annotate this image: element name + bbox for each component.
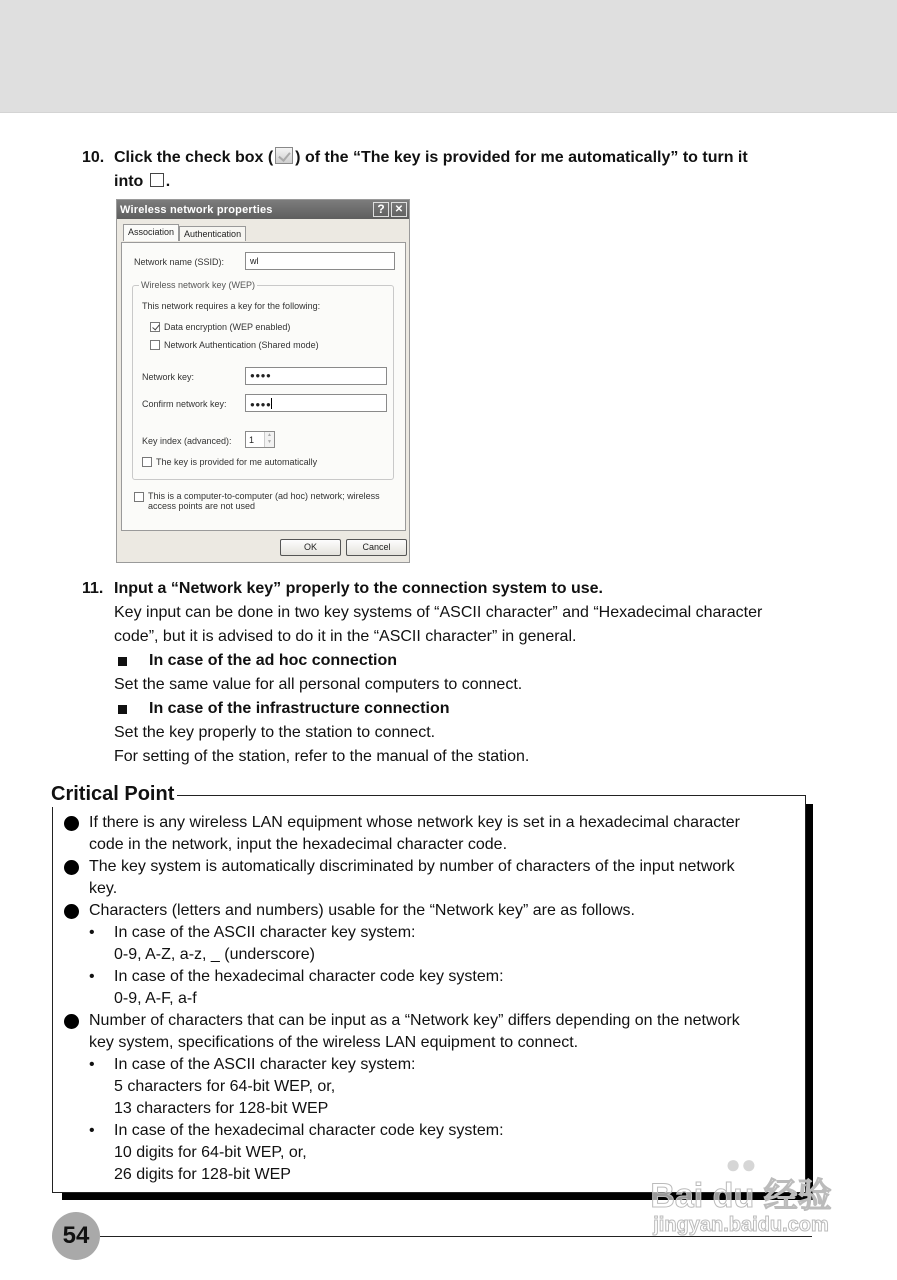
round-bullet-icon xyxy=(64,1014,79,1029)
ssid-label: Network name (SSID): xyxy=(134,257,225,267)
ssid-input[interactable]: wl xyxy=(245,252,395,270)
square-bullet-icon xyxy=(118,657,127,666)
paragraph-line: Key input can be done in two key systems of “ASCII character” and “Hexadecimal character xyxy=(114,604,763,621)
wep-groupbox xyxy=(132,280,394,480)
page-number: 54 xyxy=(52,1212,100,1260)
unchecked-checkbox-icon xyxy=(150,173,164,187)
list-item: If there is any wireless LAN equipment whose network key is set in a hexadecimal character code in the network, input the hexadecimal character code. xyxy=(64,812,794,856)
paw-logo-icon: ●● xyxy=(725,1149,757,1179)
confirm-key-label: Confirm network key: xyxy=(142,399,227,409)
step-number: 11. xyxy=(82,580,104,597)
small-bullet-icon xyxy=(89,1120,114,1186)
baidu-watermark xyxy=(636,1150,846,1245)
adhoc-text: Set the same value for all personal computers to connect. xyxy=(114,676,523,693)
watermark-logo: Bai du 经验 xyxy=(650,1177,832,1215)
association-panel xyxy=(121,242,406,531)
round-bullet-icon xyxy=(64,904,79,919)
data-encryption-label: Data encryption (WEP enabled) xyxy=(164,322,291,332)
step-11 xyxy=(82,577,822,769)
network-authentication-label: Network Authentication (Shared mode) xyxy=(164,340,319,350)
sub-list-item: • In case of the hexadecimal character code key system: 0-9, A-F, a-f xyxy=(64,966,794,1010)
adhoc-heading: In case of the ad hoc connection xyxy=(114,649,822,673)
adhoc-checkbox[interactable] xyxy=(134,492,144,502)
sub-list-item: • In case of the hexadecimal character code key system: 10 digits for 64-bit WEP, or, 26 digits for 128-bit WEP xyxy=(64,1120,794,1186)
wireless-network-properties-dialog xyxy=(116,199,410,563)
small-bullet-icon xyxy=(89,966,114,1010)
small-bullet-icon xyxy=(89,922,114,966)
wep-group-legend: Wireless network key (WEP) xyxy=(141,280,256,290)
infrastructure-heading: In case of the infrastructure connection xyxy=(114,697,822,721)
list-item: Characters (letters and numbers) usable for the “Network key” are as follows. xyxy=(64,900,794,922)
step-number: 10. xyxy=(82,149,105,166)
data-encryption-checkbox[interactable] xyxy=(150,322,160,332)
confirm-key-input[interactable]: ●●●● xyxy=(245,394,387,412)
small-bullet-icon xyxy=(89,1054,114,1120)
checked-checkbox-icon xyxy=(275,147,293,164)
network-authentication-checkbox[interactable] xyxy=(150,340,160,350)
critical-point-title: Critical Point xyxy=(51,781,177,807)
cancel-button[interactable]: Cancel xyxy=(346,539,407,556)
dialog-titlebar xyxy=(117,200,409,219)
square-bullet-icon xyxy=(118,705,127,714)
header-band xyxy=(0,0,897,113)
auto-key-checkbox[interactable] xyxy=(142,457,152,467)
watermark-url: jingyan.baidu.com xyxy=(653,1214,829,1236)
paragraph-line: code”, but it is advised to do it in the “ASCII character” in general. xyxy=(114,628,577,645)
close-icon[interactable]: ✕ xyxy=(391,202,407,217)
round-bullet-icon xyxy=(64,816,79,831)
text-caret xyxy=(271,398,272,409)
ok-button[interactable]: OK xyxy=(280,539,341,556)
dialog-title: Wireless network properties xyxy=(120,203,273,216)
step-title: Input a “Network key” properly to the connection system to use. xyxy=(114,580,603,597)
step-title: Click the check box ( ) of the “The key is provided for me automatically” to turn it into . xyxy=(114,149,748,190)
spinner-arrows-icon[interactable]: ▲ ▼ xyxy=(264,432,274,447)
dialog-tabs xyxy=(123,226,246,241)
help-icon[interactable]: ? xyxy=(373,202,389,217)
round-bullet-icon xyxy=(64,860,79,875)
step-10 xyxy=(82,146,822,194)
tab-authentication[interactable]: Authentication xyxy=(179,226,246,241)
tab-association[interactable]: Association xyxy=(123,224,179,241)
key-index-label: Key index (advanced): xyxy=(142,436,232,446)
infrastructure-text: For setting of the station, refer to the manual of the station. xyxy=(114,748,530,765)
network-key-input[interactable]: ●●●● xyxy=(245,367,387,385)
list-item: Number of characters that can be input as a “Network key” differs depending on the network key system, specifications of the wireless LAN equipment to connect. xyxy=(64,1010,794,1054)
critical-point-list xyxy=(64,812,794,1186)
network-key-label: Network key: xyxy=(142,372,195,382)
step-body xyxy=(82,601,822,769)
list-item: The key system is automatically discriminated by number of characters of the input network key. xyxy=(64,856,794,900)
sub-list-item: • In case of the ASCII character key system: 5 characters for 64-bit WEP, or, 13 characters for 128-bit WEP xyxy=(64,1054,794,1120)
auto-key-label: The key is provided for me automatically xyxy=(156,457,318,467)
adhoc-label: This is a computer-to-computer (ad hoc) network; wireless access points are not used xyxy=(148,491,380,511)
sub-list-item: • In case of the ASCII character key system: 0-9, A-Z, a-z, _ (underscore) xyxy=(64,922,794,966)
key-index-spinner[interactable]: 1 ▲ ▼ xyxy=(245,431,275,448)
requires-key-text: This network requires a key for the following: xyxy=(142,301,321,311)
infrastructure-text: Set the key properly to the station to connect. xyxy=(114,724,436,741)
